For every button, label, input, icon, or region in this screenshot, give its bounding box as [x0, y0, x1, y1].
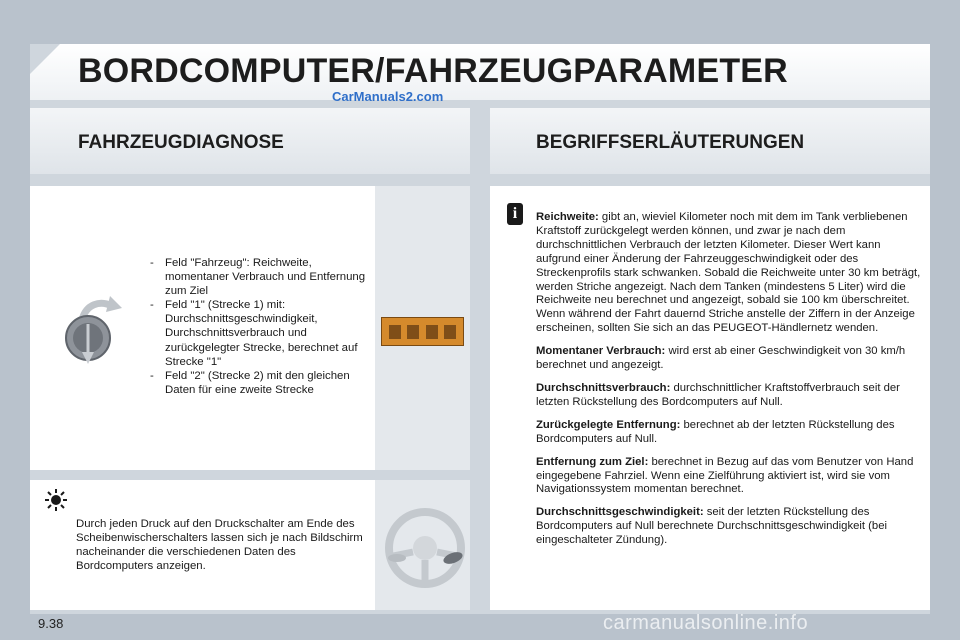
page-title: BORDCOMPUTER/FAHRZEUGPARAMETER [78, 52, 788, 90]
definition-text: gibt an, wieviel Kilometer noch mit dem im Tank verbliebenen Kraftstoff zurückgelegt werden können, und zwar je nach dem durchschnittlichen Verbrauch der letzten Kilometer. Dieser Wert kann aufgrund einer Änderung der Fahrzeuggeschwindigkeit oder des Streckenprofils stark schwanken. Sobald die Reichweite unter 30 km beträgt, werden Striche angezeigt. Nach dem Tanken (mindestens 5 Liter) wird die Reichweite neu berechnet und angezeigt, sobald sie 100 km überschreitet. Wenn während der Fahrt dauernd Striche anstelle der Ziffern in der Anzeige erscheinen, sollten Sie sich an das PEUGEOT-Händlernetz wenden. [536, 211, 921, 335]
display-segment [389, 325, 401, 339]
definition-item [536, 382, 924, 410]
definition-item [536, 419, 924, 447]
section-title-begriffe: BEGRIFFSERLÄUTERUNGEN [536, 132, 805, 153]
definition-term: Durchschnittsverbrauch: [536, 381, 671, 394]
field-item-strecke-2: - Feld "2" (Strecke 2) mit den gleichen Daten für eine zweite Strecke [150, 369, 372, 397]
watermark-bottom: carmanualsonline.info [603, 612, 809, 634]
field-item-strecke-1: - Feld "1" (Strecke 1) mit: Durchschnittsgeschwindigkeit, Durchschnittsverbrauch und zurückgelegter Strecke, berechnet auf Strecke "1" [150, 298, 372, 368]
definition-text: seit der letzten Rückstellung des Bordcomputers auf Null berechnete Durchschnittsgeschwindigkeit (bei eingeschalteter Zündung). [536, 506, 888, 547]
display-segment [444, 325, 456, 339]
display-segment [407, 325, 419, 339]
definition-item [536, 211, 924, 336]
definition-text: durchschnittlicher Kraftstoffverbrauch seit der letzten Rückstellung des Bordcomputers auf Null. [536, 381, 900, 408]
definition-item [536, 456, 924, 498]
press-instruction-text: Durch jeden Druck auf den Druckschalter am Ende des Scheibenwischerschalters lassen sich je nach Bildschirm nacheinander die verschiedenen Daten des Bordcomputers anzeigen. [76, 518, 363, 572]
field-item-fahrzeug: - Feld "Fahrzeug": Reichweite, momentaner Verbrauch und Entfernung zum Ziel [150, 256, 372, 298]
definition-text: berechnet ab der letzten Rückstellung des Bordcomputers auf Null. [536, 418, 895, 445]
definition-term: Entfernung zum Ziel: [536, 455, 649, 468]
watermark-top: CarManuals2.com [332, 89, 444, 104]
sun-icon [45, 489, 67, 511]
rotary-knob-icon [60, 292, 130, 370]
display-screen [381, 317, 464, 346]
definition-term: Durchschnittsgeschwindigkeit: [536, 506, 704, 519]
definition-term: Reichweite: [536, 211, 599, 223]
steering-wheel-icon [383, 496, 465, 596]
definition-text: berechnet in Bezug auf das vom Benutzer von Hand eingegebene Fahrziel. Wenn eine Zielführung aktiviert ist, wird sie vom Navigationssystem momentan berechnet. [536, 455, 914, 496]
definition-term: Momentaner Verbrauch: [536, 345, 666, 358]
definition-item [536, 345, 924, 373]
display-segment [426, 325, 438, 339]
section-title-diagnose: FAHRZEUGDIAGNOSE [78, 132, 284, 153]
definition-term: Zurückgelegte Entfernung: [536, 418, 681, 431]
info-icon: i [507, 203, 523, 225]
definitions-list [536, 211, 924, 557]
page-number: 9.38 [38, 616, 64, 631]
definition-text: wird erst ab einer Geschwindigkeit von 30 km/h berechnet und angezeigt. [536, 345, 906, 372]
definition-item [536, 506, 924, 548]
field-list [150, 256, 372, 397]
